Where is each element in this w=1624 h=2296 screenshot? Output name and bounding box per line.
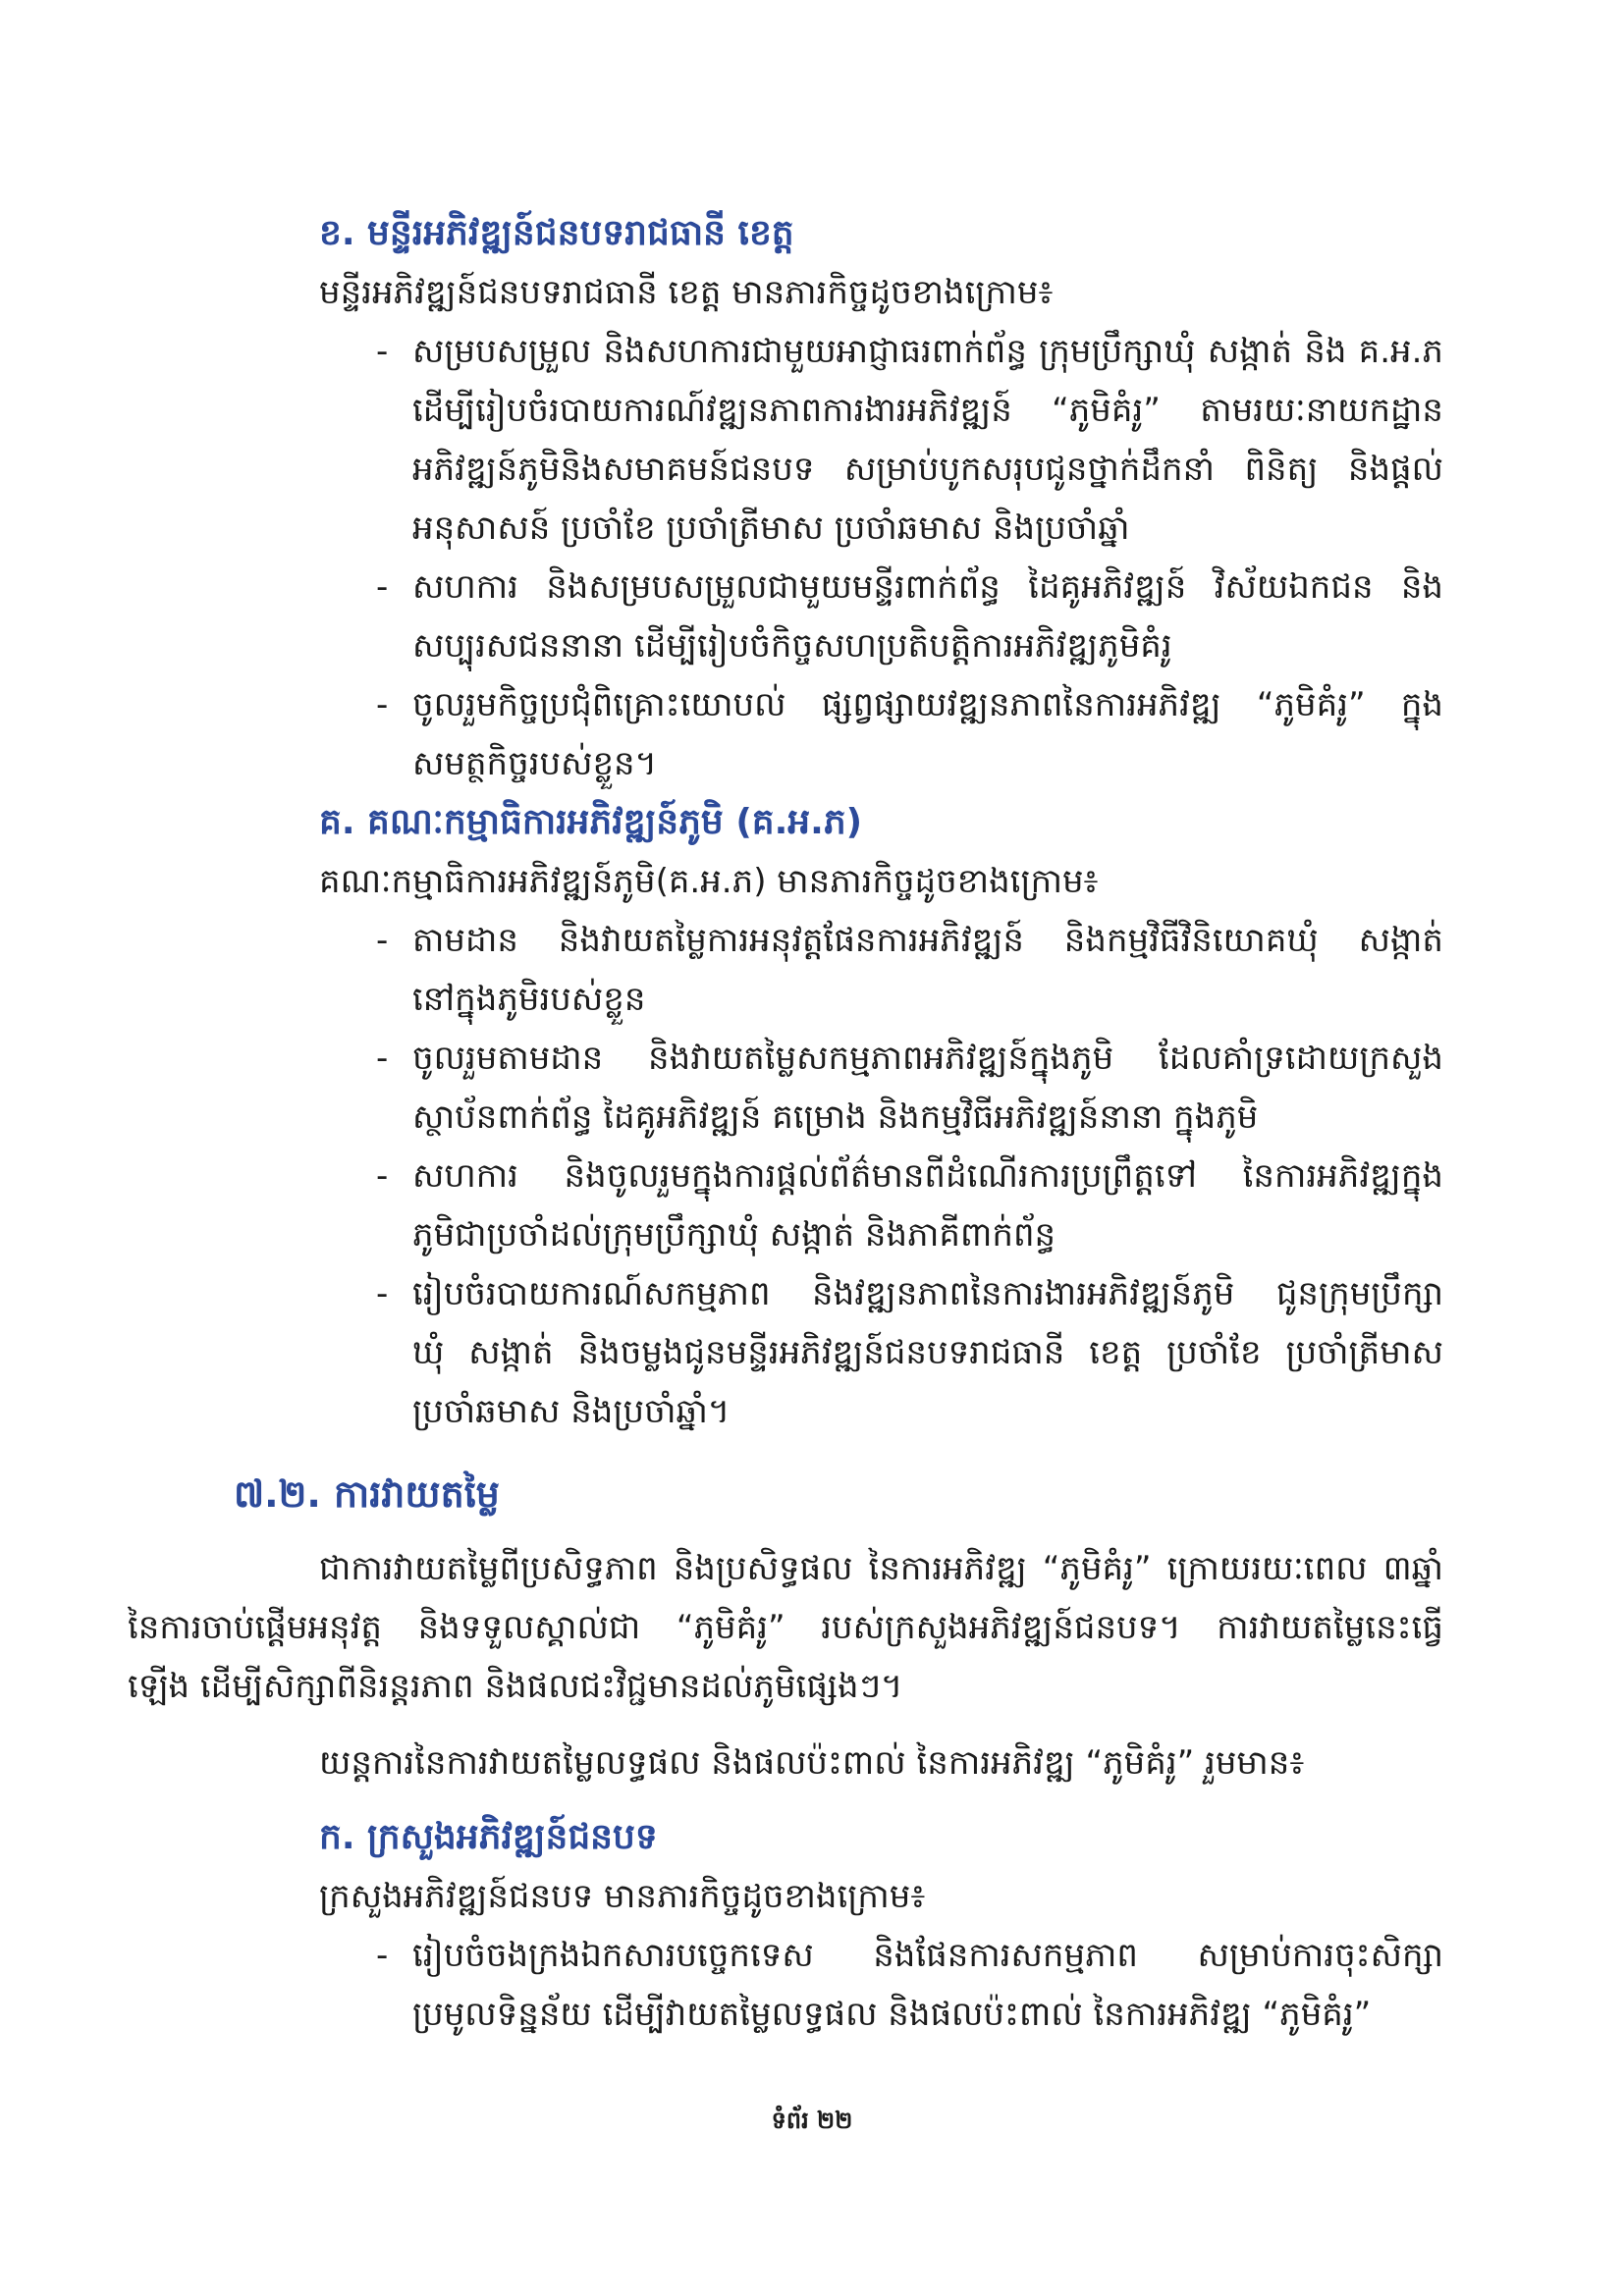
bullet-line: ស្ថាប័នពាក់ព័ន្ធ ដៃគូអភិវឌ្ឍន៍ គម្រោង និងកម្មវិធីអភិវឌ្ឍន៍នានា ក្នុងភូមិ — [412, 1097, 1259, 1137]
section-intro-ka: ក្រសួងអភិវឌ្ឍន៍ជនបទ មានភារកិច្ចដូចខាងក្រោម៖ — [319, 1877, 926, 1916]
section-intro-kho: មន្ទីរអភិវឌ្ឍន៍ជនបទរាជធានី ខេត្ត មានភារកិច្ចដូចខាងក្រោម៖ — [319, 273, 1054, 312]
bullet-dash: - — [376, 1274, 389, 1313]
bullet-dash: - — [376, 332, 389, 371]
bullet-line: ភូមិជាប្រចាំដល់ក្រុមប្រឹក្សាឃុំ សង្កាត់ និងភាគីពាក់ព័ន្ធ — [412, 1215, 1056, 1255]
bullet-dash: - — [376, 567, 389, 607]
section-intro-ko: គណៈកម្មាធិការអភិវឌ្ឍន៍ភូមិ(គ.អ.ភ) មានភារកិច្ចដូចខាងក្រោម៖ — [319, 862, 1099, 901]
paragraph-line: ជាការវាយតម្លៃពីប្រសិទ្ធភាព និងប្រសិទ្ធផល នៃការអភិវឌ្ឍ “ភូមិគំរូ” ក្រោយរយៈពេល ៣ឆ្នាំ — [319, 1549, 1443, 1588]
page-number: ទំព័រ ២២ — [771, 2107, 853, 2134]
bullet-line: សម្របសម្រួល និងសហការជាមួយអាជ្ញាធរពាក់ព័ន្ធ ក្រុមប្រឹក្សាឃុំ សង្កាត់ និង គ.អ.ភ — [412, 332, 1443, 371]
bullet-line: ចូលរួមតាមដាន និងវាយតម្លៃសកម្មភាពអភិវឌ្ឍន៍ក្នុងភូមិ ដែលគាំទ្រដោយក្រសួង — [412, 1039, 1443, 1078]
bullet-dash: - — [376, 1156, 389, 1196]
bullet-line: ប្រចាំឆមាស និងប្រចាំឆ្នាំ។ — [412, 1392, 731, 1431]
bullet-dash: - — [376, 1936, 389, 1975]
paragraph-line: ឡើង ដើម្បីសិក្សាពីនិរន្តរភាព និងផលជះវិជ្ជមានដល់ភូមិផ្សេងៗ។ — [128, 1667, 903, 1706]
bullet-line: នៅក្នុងភូមិរបស់ខ្លួន — [412, 980, 646, 1019]
paragraph-mechanism: យន្តការនៃការវាយតម្លៃលទ្ធផល និងផលប៉ះពាល់ នៃការអភិវឌ្ឍ “ភូមិគំរូ” រួមមាន៖ — [319, 1743, 1305, 1783]
bullet-dash: - — [376, 1039, 389, 1078]
bullet-line: ប្រមូលទិន្នន័យ ដើម្បីវាយតម្លៃលទ្ធផល និងផលប៉ះពាល់ នៃការអភិវឌ្ឍ “ភូមិគំរូ” — [412, 1995, 1372, 2034]
bullet-line: អនុសាសន៍ ប្រចាំខែ ប្រចាំត្រីមាស ប្រចាំឆមាស និងប្រចាំឆ្នាំ — [412, 508, 1130, 548]
bullet-line: អភិវឌ្ឍន៍ភូមិនិងសមាគមន៍ជនបទ សម្រាប់បូកសរុបជូនថ្នាក់ដឹកនាំ ពិនិត្យ និងផ្តល់ — [412, 450, 1443, 489]
bullet-line: រៀបចំចងក្រងឯកសារបច្ចេកទេស និងផែនការសកម្មភាព សម្រាប់ការចុះសិក្សា — [412, 1936, 1443, 1975]
bullet-line: ដើម្បីរៀបចំរបាយការណ៍វឌ្ឍនភាពការងារអភិវឌ្ឍន៍ “ភូមិគំរូ” តាមរយៈនាយកដ្ឋាន — [412, 391, 1443, 430]
section-heading-7-2: ៧.២. ការវាយតម្លៃ — [234, 1472, 500, 1516]
bullet-dash: - — [376, 685, 389, 724]
bullet-line: ចូលរួមកិច្ចប្រជុំពិគ្រោះយោបល់ ផ្សព្វផ្សាយវឌ្ឍនភាពនៃការអភិវឌ្ឍ “ភូមិគំរូ” ក្នុង — [412, 685, 1443, 724]
bullet-line: រៀបចំរបាយការណ៍សកម្មភាព និងវឌ្ឍនភាពនៃការងារអភិវឌ្ឍន៍ភូមិ ជូនក្រុមប្រឹក្សា — [412, 1274, 1443, 1313]
bullet-line: តាមដាន និងវាយតម្លៃការអនុវត្តផែនការអភិវឌ្ឍន៍ និងកម្មវិធីវិនិយោគឃុំ សង្កាត់ — [412, 921, 1443, 960]
bullet-dash: - — [376, 921, 389, 960]
bullet-line: សហការ និងចូលរួមក្នុងការផ្តល់ព័ត៌មានពីដំណើរការប្រព្រឹត្តទៅ នៃការអភិវឌ្ឍក្នុង — [412, 1156, 1443, 1196]
bullet-line: សប្បុរសជននានា ដើម្បីរៀបចំកិច្ចសហប្រតិបត្តិការអភិវឌ្ឍភូមិគំរូ — [412, 626, 1172, 666]
bullet-line: សមត្ថកិច្ចរបស់ខ្លួន។ — [412, 744, 658, 783]
paragraph-line: នៃការចាប់ផ្តើមអនុវត្ត និងទទួលស្គាល់ជា “ភូមិគំរូ” របស់ក្រសួងអភិវឌ្ឍន៍ជនបទ។ ការវាយតម្លៃនេះធ្វើ — [128, 1608, 1443, 1647]
section-heading-ka: ក. ក្រសួងអភិវឌ្ឍន៍ជនបទ — [319, 1817, 658, 1857]
bullet-line: ឃុំ សង្កាត់ និងចម្លងជូនមន្ទីរអភិវឌ្ឍន៍ជនបទរាជធានី ខេត្ត ប្រចាំខែ ប្រចាំត្រីមាស — [412, 1333, 1443, 1372]
section-heading-kho: ខ. មន្ទីរអភិវឌ្ឍន៍ជនបទរាជធានី ខេត្ត — [319, 213, 794, 253]
bullet-line: សហការ និងសម្របសម្រួលជាមួយមន្ទីរពាក់ព័ន្ធ ដៃគូអភិវឌ្ឍន៍ វិស័យឯកជន និង — [412, 567, 1443, 607]
section-heading-ko: គ. គណៈកម្មាធិការអភិវឌ្ឍន៍ភូមិ (គ.អ.ភ) — [319, 802, 863, 842]
